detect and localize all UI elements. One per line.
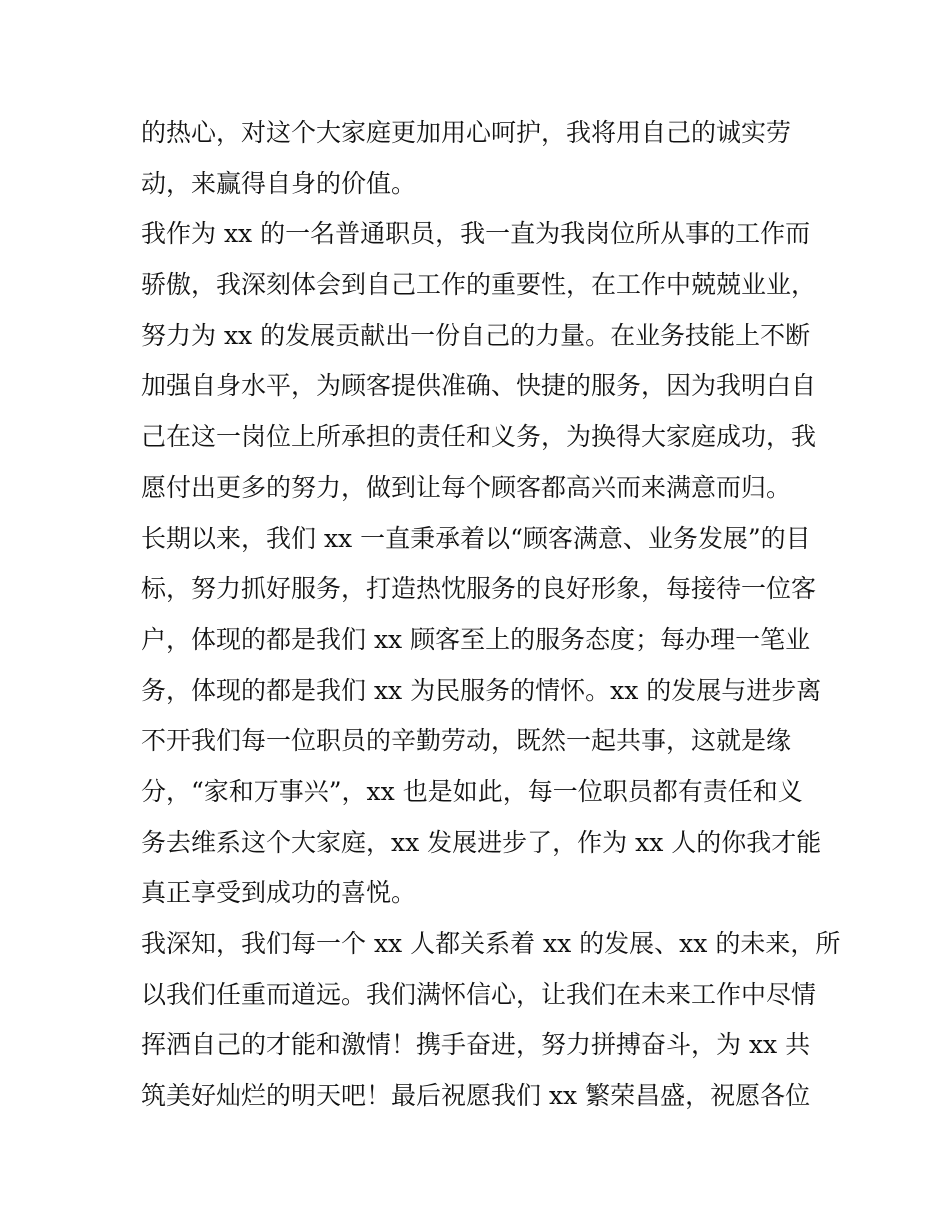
text-line: 加强自身水平，为顾客提供准确、快捷的服务，因为我明白自 [141,371,817,401]
text-line: 分，“家和万事兴”，xx 也是如此，每一位职员都有责任和义 [141,776,803,806]
text-line: 己在这一岗位上所承担的责任和义务，为换得大家庭成功，我 [141,422,817,452]
text-line: 户，体现的都是我们 xx 顾客至上的服务态度；每办理一笔业 [141,624,811,654]
text-line: 真正享受到成功的喜悦。 [141,878,417,908]
text-line: 不开我们每一位职员的辛勤劳动，既然一起共事，这就是缘 [141,726,792,756]
text-line: 愿付出更多的努力，做到让每个顾客都高兴而来满意而归。 [141,472,792,502]
document-body [141,108,841,1122]
text-line: 我深知，我们每一个 xx 人都关系着 xx 的发展、xx 的未来，所 [141,929,841,958]
text-line: 务，体现的都是我们 xx 为民服务的情怀。xx 的发展与进步离 [141,675,822,705]
text-line: 务去维系这个大家庭，xx 发展进步了，作为 xx 人的你我才能 [141,827,822,857]
text-line: 动，来赢得自身的价值。 [141,168,417,198]
text-line: 长期以来，我们 xx 一直秉承着以“顾客满意、业务发展”的目 [141,523,811,553]
text-line: 骄傲，我深刻体会到自己工作的重要性，在工作中兢兢业业， [141,270,817,300]
text-line: 我作为 xx 的一名普通职员，我一直为我岗位所从事的工作而 [141,219,811,249]
text-line: 以我们任重而道远。我们满怀信心，让我们在未来工作中尽情 [141,979,817,1009]
text-line: 筑美好灿烂的明天吧！最后祝愿我们 xx 繁荣昌盛，祝愿各位 [141,1081,811,1111]
text-line: 的热心，对这个大家庭更加用心呵护，我将用自己的诚实劳 [141,118,792,147]
text-line: 标，努力抓好服务，打造热忱服务的良好形象，每接待一位客 [141,574,817,604]
text-line: 挥洒自己的才能和激情！携手奋进，努力拼搏奋斗，为 xx 共 [141,1030,811,1060]
text-line: 努力为 xx 的发展贡献出一份自己的力量。在业务技能上不断 [141,320,811,350]
